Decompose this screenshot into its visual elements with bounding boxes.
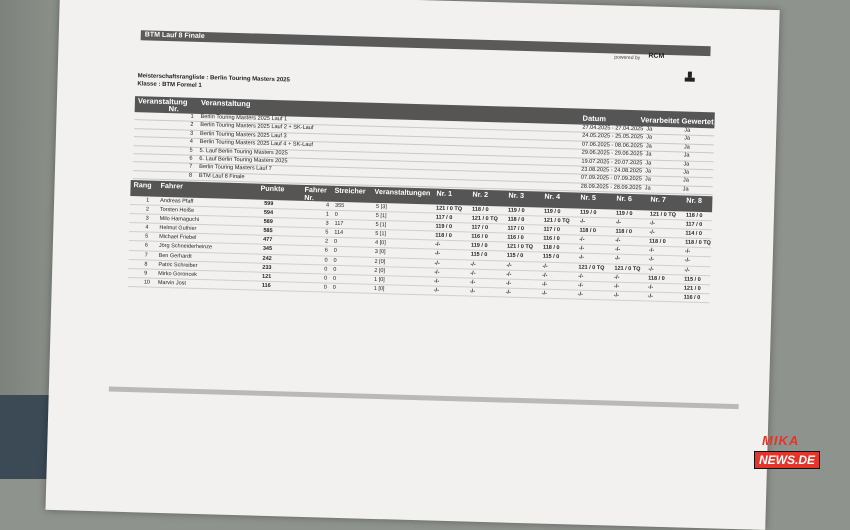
col-fahrer: Fahrer <box>160 180 184 191</box>
result-nr4: 115 / 0 <box>542 254 560 261</box>
streicher: 117 <box>334 220 344 228</box>
meta-value-1: Berlin Touring Masters 2025 <box>209 75 290 84</box>
col-veranstaltungen: Veranstaltungen <box>374 186 431 198</box>
event-datum: 29.06.2025 - 29.06.2025 <box>581 149 643 158</box>
result-nr4: 117 / 0 <box>543 226 561 234</box>
col-nr5: Nr. 5 <box>580 192 597 203</box>
col-nr4: Nr. 4 <box>544 191 561 202</box>
result-nr1: 119 / 0 <box>435 223 453 231</box>
result-nr5: -/- <box>578 255 585 262</box>
result-nr8: 116 / 0 <box>683 294 701 301</box>
event-verarbeitet: Ja <box>644 185 651 192</box>
result-nr2: 121 / 0 TQ <box>471 215 498 223</box>
result-nr8: 115 / 0 <box>684 276 701 283</box>
result-nr6: -/- <box>615 219 622 226</box>
result-nr2: -/- <box>469 279 476 286</box>
veranstaltungen-count: 5 [1] <box>375 222 387 229</box>
driver-nr: 5 <box>325 229 329 236</box>
driver-name: Marvin Jost <box>157 279 187 287</box>
result-nr2: 119 / 0 <box>470 242 488 250</box>
result-nr6: 121 / 0 TQ <box>614 265 641 272</box>
result-nr3: 117 / 0 <box>507 225 525 233</box>
result-nr5: -/- <box>579 236 585 244</box>
streicher: 355 <box>334 202 345 210</box>
result-nr5: -/- <box>578 245 585 253</box>
event-name: BTM Lauf 8 Finale <box>198 172 245 180</box>
event-datum: 24.05.2025 - 25.05.2025 <box>582 133 644 141</box>
veranstaltungen-count: 4 [0] <box>374 240 386 247</box>
result-nr7: 118 / 0 <box>648 275 665 282</box>
streicher: 0 <box>332 275 337 282</box>
result-nr5: 121 / 0 TQ <box>578 264 605 271</box>
rcm-logo-icon <box>683 69 697 83</box>
veranstaltungen-count: 1 [0] <box>373 276 385 283</box>
event-verarbeitet: Ja <box>645 151 652 158</box>
driver-name: Jörg Schneiderheinze <box>158 243 213 251</box>
result-nr3: -/- <box>506 271 512 278</box>
result-nr5: -/- <box>578 273 584 280</box>
streicher: 114 <box>334 230 344 237</box>
event-gewertet: Ja <box>683 144 690 151</box>
streicher: 0 <box>333 266 337 273</box>
result-nr7: -/- <box>649 220 655 227</box>
rank: 4 <box>145 224 149 231</box>
result-nr7: 118 / 0 <box>649 238 666 246</box>
veranstaltungen-count: 2 [0] <box>374 258 386 265</box>
streicher: 0 <box>333 239 338 246</box>
col-nr3: Nr. 3 <box>508 190 525 201</box>
meta-label-2: Klasse <box>137 81 157 88</box>
result-nr2: 117 / 0 <box>471 224 489 232</box>
result-nr1: -/- <box>434 269 440 276</box>
rank: 8 <box>144 261 148 268</box>
result-nr4: 119 / 0 <box>543 208 561 216</box>
streicher: 0 <box>333 257 337 264</box>
result-nr8: -/- <box>684 248 691 256</box>
result-nr1: 117 / 0 <box>435 214 453 222</box>
event-datum: 27.04.2025 - 27.04.2025 <box>582 124 644 133</box>
rcm-brand: RCM <box>648 52 665 60</box>
result-nr5: -/- <box>579 218 586 225</box>
powered-by-label: powered by <box>614 54 641 62</box>
result-nr7: -/- <box>647 293 653 300</box>
rank: 5 <box>145 233 149 240</box>
col-nr2: Nr. 2 <box>472 189 489 200</box>
driver-name: Michael Friebel <box>159 234 197 242</box>
driver-nr: 0 <box>323 275 328 282</box>
event-datum: 07.06.2025 - 08.06.2025 <box>581 141 643 150</box>
document-title-bar <box>141 30 711 56</box>
event-name: Berlin Touring Masters 2025 Lauf 1 <box>200 113 288 123</box>
driver-nr: 6 <box>324 247 328 255</box>
col-nr7: Nr. 7 <box>650 194 667 204</box>
result-nr7: -/- <box>649 229 655 236</box>
col-gewertet: Gewertet <box>681 116 714 127</box>
event-datum: 07.09.2025 - 07.09.2025 <box>580 174 642 183</box>
driver-nr: 3 <box>325 220 329 227</box>
result-nr6: -/- <box>613 292 619 299</box>
col-veranstaltung: Veranstaltung <box>137 96 188 107</box>
result-nr6: -/- <box>615 237 621 245</box>
result-nr2: -/- <box>469 288 476 295</box>
result-nr3: -/- <box>505 280 512 287</box>
col-nr: Nr. <box>168 104 179 114</box>
driver-name: Andreas Pfaff <box>160 197 194 205</box>
col-fahrer-nr: Fahrer Nr. <box>304 184 328 202</box>
result-nr5: 119 / 0 <box>579 209 597 217</box>
event-verarbeitet: Ja <box>645 159 652 167</box>
event-name: Berlin Touring Masters 2025 Lauf 2 + SK-Lauf <box>200 122 314 132</box>
footer-rule <box>109 387 739 410</box>
points: 233 <box>262 264 272 271</box>
points: 594 <box>263 209 274 217</box>
event-gewertet: Ja <box>683 169 690 176</box>
result-nr3: 115 / 0 <box>506 253 524 260</box>
result-nr6: -/- <box>614 246 621 254</box>
event-datum: 23.08.2025 - 24.08.2025 <box>581 166 643 175</box>
veranstaltungen-count: 5 [1] <box>375 213 387 220</box>
col-datum: Datum <box>582 113 607 124</box>
points: 121 <box>261 273 272 280</box>
event-gewertet: Ja <box>683 152 690 159</box>
meta-label-1: Meisterschaftsrangliste <box>137 73 205 82</box>
event-nr: 5 <box>189 147 193 154</box>
event-verarbeitet: Ja <box>645 143 652 150</box>
driver-name: Mirko Goroncek <box>158 270 198 278</box>
rank: 1 <box>146 197 150 204</box>
result-nr8: 118 / 0 <box>685 212 703 220</box>
result-nr1: 118 / 0 <box>435 232 452 240</box>
result-nr2: 118 / 0 <box>471 206 489 214</box>
driver-nr: 2 <box>324 238 329 245</box>
rank: 10 <box>143 279 151 286</box>
result-nr3: 119 / 0 <box>507 207 525 215</box>
result-nr3: -/- <box>505 289 512 296</box>
event-verarbeitet: Ja <box>644 176 651 183</box>
points: 589 <box>263 218 273 226</box>
driver-name: Helmut Guthier <box>159 225 197 233</box>
result-nr1: -/- <box>433 287 440 294</box>
result-nr2: -/- <box>470 270 476 277</box>
result-nr4: -/- <box>541 290 548 297</box>
watermark-bottom: NEWS.DE <box>754 451 820 469</box>
result-nr7: -/- <box>648 257 654 264</box>
event-nr: 3 <box>189 130 194 137</box>
event-name: Berlin Touring Masters 2025 Lauf 3 <box>199 130 287 140</box>
result-nr8: 114 / 0 <box>685 230 703 238</box>
result-nr1: 121 / 0 TQ <box>435 205 463 213</box>
streicher: 0 <box>334 211 338 218</box>
event-nr: 6 <box>189 155 193 162</box>
event-nr: 4 <box>189 138 194 145</box>
result-nr4: 121 / 0 TQ <box>543 217 570 225</box>
result-nr8: -/- <box>684 267 690 274</box>
driver-nr: 0 <box>324 266 328 273</box>
result-nr6: -/- <box>614 256 620 263</box>
result-nr2: 115 / 0 <box>470 252 488 259</box>
paper-sheet <box>45 0 779 530</box>
event-gewertet: Ja <box>682 186 689 193</box>
points: 242 <box>262 255 272 262</box>
event-gewertet: Ja <box>682 177 689 184</box>
points: 585 <box>263 228 273 235</box>
result-nr4: -/- <box>542 272 548 279</box>
result-nr4: -/- <box>542 263 548 270</box>
result-nr4: -/- <box>541 281 548 288</box>
col-veranstaltung-name: Veranstaltung <box>200 97 251 109</box>
result-nr7: -/- <box>647 284 654 291</box>
veranstaltungen-count: 5 [3] <box>375 203 387 211</box>
result-nr1: -/- <box>434 260 440 267</box>
result-nr7: -/- <box>648 247 655 255</box>
col-nr1: Nr. 1 <box>436 188 453 199</box>
event-gewertet: Ja <box>683 161 690 168</box>
result-nr5: -/- <box>577 282 584 289</box>
result-nr3: 121 / 0 TQ <box>506 243 534 251</box>
event-verarbeitet: Ja <box>646 134 653 141</box>
driver-nr: 0 <box>324 257 328 264</box>
result-nr4: 116 / 0 <box>543 235 560 243</box>
result-nr3: -/- <box>506 262 512 269</box>
result-nr8: -/- <box>684 258 690 265</box>
driver-name: Torsten Heiße <box>159 206 195 214</box>
rank: 3 <box>145 215 149 222</box>
result-nr5: -/- <box>577 291 583 298</box>
document-title: BTM Lauf 8 Finale <box>144 31 205 41</box>
col-nr8: Nr. 8 <box>686 195 703 206</box>
event-name: Berlin Touring Masters Lauf 7 <box>199 164 272 173</box>
watermark-top: MIKA <box>762 433 800 448</box>
result-nr1: -/- <box>433 278 440 285</box>
event-nr: 8 <box>188 172 193 179</box>
rank: 2 <box>145 206 150 213</box>
veranstaltungen-count: 2 [0] <box>374 267 386 274</box>
driver-name: Ben Gerhardt <box>158 252 192 260</box>
event-verarbeitet: Ja <box>646 126 653 133</box>
result-nr6: 119 / 0 <box>615 210 633 218</box>
points: 116 <box>261 282 271 289</box>
event-nr: 2 <box>190 122 194 129</box>
event-name: Berlin Touring Masters 2025 Lauf 4 + SK-Lauf <box>199 139 314 149</box>
event-datum: 19.07.2025 - 20.07.2025 <box>581 158 643 166</box>
rank: 7 <box>144 252 148 259</box>
result-nr4: 118 / 0 <box>542 244 560 252</box>
event-gewertet: Ja <box>684 127 691 134</box>
result-nr1: -/- <box>434 251 441 258</box>
streicher: 0 <box>333 248 337 255</box>
event-verarbeitet: Ja <box>645 168 652 175</box>
points: 345 <box>262 246 273 253</box>
result-nr6: -/- <box>614 274 620 281</box>
col-streicher: Streicher <box>334 185 366 196</box>
driver-nr: 1 <box>325 211 329 218</box>
rank: 6 <box>144 242 149 250</box>
event-nr: 7 <box>189 164 193 171</box>
result-nr8: 118 / 0 TQ <box>685 239 711 247</box>
result-nr3: 116 / 0 <box>507 234 524 242</box>
event-datum: 28.09.2025 - 28.09.2025 <box>580 183 642 192</box>
veranstaltungen-count: 5 [1] <box>375 231 387 238</box>
result-nr3: 118 / 0 <box>507 216 525 224</box>
meta-value-2: BTM Formel 1 <box>162 81 202 89</box>
driver-name: Milo Hamaguchi <box>159 216 200 224</box>
col-punkte: Punkte <box>260 183 285 194</box>
streicher: 0 <box>332 284 336 291</box>
driver-nr: 0 <box>323 284 327 291</box>
rank: 9 <box>144 270 148 277</box>
result-nr2: -/- <box>470 261 476 268</box>
result-nr5: 118 / 0 <box>579 227 597 235</box>
result-nr6: -/- <box>613 283 620 290</box>
driver-nr: 4 <box>326 202 330 209</box>
col-nr6: Nr. 6 <box>616 193 633 204</box>
event-nr: 1 <box>190 113 194 120</box>
result-nr7: 121 / 0 TQ <box>649 211 677 219</box>
result-nr1: -/- <box>434 241 441 249</box>
points: 599 <box>264 200 274 208</box>
event-gewertet: Ja <box>684 135 691 143</box>
result-nr8: 117 / 0 <box>685 221 703 229</box>
event-name: 6. Lauf Berlin Touring Masters 2025 <box>199 155 288 165</box>
mika-news-watermark <box>752 433 844 473</box>
veranstaltungen-count: 3 [0] <box>374 249 386 256</box>
veranstaltungen-count: 1 [0] <box>373 285 385 293</box>
meta-block: Meisterschaftsrangliste : Berlin Touring Masters 2025 Klasse : BTM Formel 1 <box>137 73 290 89</box>
result-nr2: 116 / 0 <box>471 233 488 241</box>
col-verarbeitet: Verarbeitet <box>640 115 680 126</box>
col-rang: Rang <box>133 180 152 190</box>
result-nr6: 118 / 0 <box>615 228 633 236</box>
result-nr8: 121 / 0 <box>683 285 701 292</box>
event-name: 5. Lauf Berlin Touring Masters 2025 <box>199 147 288 156</box>
points: 477 <box>263 237 273 244</box>
result-nr7: -/- <box>648 266 654 273</box>
driver-name: Patric Schreiber <box>158 261 198 269</box>
